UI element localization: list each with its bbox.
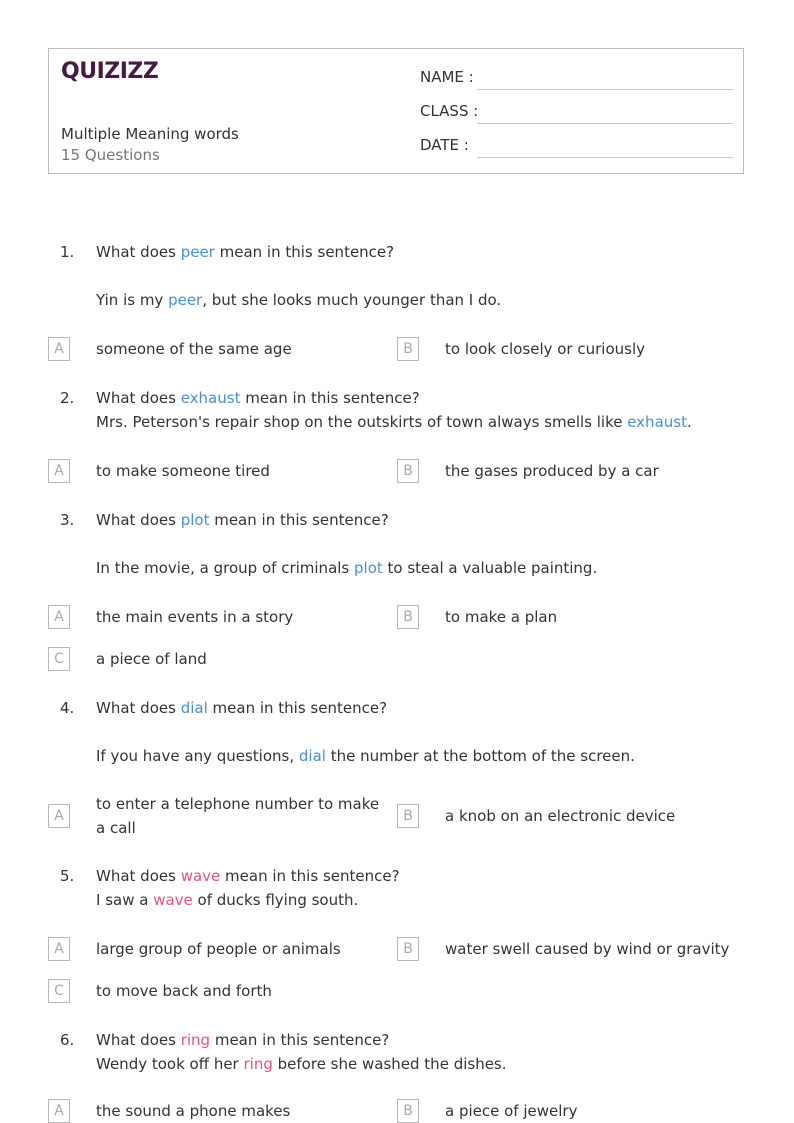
question-number: 3. — [60, 511, 75, 529]
option-letter[interactable]: B — [397, 937, 419, 961]
option-letter[interactable]: B — [397, 1099, 419, 1123]
question-sentence: Wendy took off her ring before she washed the dishes. — [96, 1055, 507, 1073]
question-prompt: What does exhaust mean in this sentence? — [96, 389, 420, 407]
question-prompt: What does wave mean in this sentence? — [96, 867, 400, 885]
option-text[interactable]: large group of people or animals — [96, 940, 341, 958]
question-sentence: If you have any questions, dial the number at the bottom of the screen. — [96, 747, 635, 765]
target-word: exhaust — [627, 413, 687, 431]
target-word: dial — [298, 747, 326, 765]
question-number: 4. — [60, 699, 75, 717]
option-text[interactable]: someone of the same age — [96, 340, 292, 358]
target-word: ring — [180, 1031, 211, 1049]
option-text[interactable]: the sound a phone makes — [96, 1102, 291, 1120]
date-line — [477, 157, 733, 158]
target-word: wave — [153, 891, 193, 909]
date-label: DATE : — [420, 136, 469, 154]
option-letter[interactable]: A — [48, 1099, 70, 1123]
name-line — [477, 89, 733, 90]
target-word: peer — [180, 243, 215, 261]
target-word: plot — [180, 511, 210, 529]
option-letter[interactable]: C — [48, 979, 70, 1003]
option-letter[interactable]: A — [48, 605, 70, 629]
option-text[interactable]: to make someone tired — [96, 462, 270, 480]
question-sentence: Yin is my peer, but she looks much younger than I do. — [96, 291, 502, 309]
option-letter[interactable]: B — [397, 337, 419, 361]
target-word: peer — [168, 291, 203, 309]
option-letter[interactable]: A — [48, 459, 70, 483]
option-text[interactable]: a knob on an electronic device — [445, 807, 676, 825]
option-text[interactable]: the main events in a story — [96, 608, 294, 626]
question-number: 2. — [60, 389, 75, 407]
question-sentence: Mrs. Peterson's repair shop on the outskirts of town always smells like exhaust. — [96, 413, 692, 431]
name-label: NAME : — [420, 68, 474, 86]
question-number: 6. — [60, 1031, 75, 1049]
option-text[interactable]: to make a plan — [445, 608, 558, 626]
target-word: exhaust — [180, 389, 241, 407]
option-text[interactable]: water swell caused by wind or gravity — [445, 940, 730, 958]
class-line — [477, 123, 733, 124]
option-text[interactable]: to move back and forth — [96, 982, 272, 1000]
option-text[interactable]: a piece of jewelry — [445, 1102, 578, 1120]
worksheet-title: Multiple Meaning words — [61, 125, 239, 143]
option-letter[interactable]: B — [397, 804, 419, 828]
question-count: 15 Questions — [61, 146, 160, 164]
quizizz-logo: QUIZIZZ — [61, 59, 159, 84]
option-text[interactable]: to enter a telephone number to make a call — [96, 795, 380, 837]
question-prompt: What does dial mean in this sentence? — [96, 699, 388, 717]
option-letter[interactable]: B — [397, 459, 419, 483]
option-letter[interactable]: B — [397, 605, 419, 629]
option-text[interactable]: a piece of land — [96, 650, 207, 668]
question-sentence: In the movie, a group of criminals plot to steal a valuable painting. — [96, 559, 598, 577]
question-prompt: What does plot mean in this sentence? — [96, 511, 389, 529]
option-text[interactable]: the gases produced by a car — [445, 462, 659, 480]
target-word: wave — [180, 867, 221, 885]
question-prompt: What does peer mean in this sentence? — [96, 243, 395, 261]
option-letter[interactable]: A — [48, 804, 70, 828]
question-number: 5. — [60, 867, 75, 885]
class-label: CLASS : — [420, 102, 479, 120]
question-prompt: What does ring mean in this sentence? — [96, 1031, 390, 1049]
option-letter[interactable]: C — [48, 647, 70, 671]
target-word: plot — [354, 559, 383, 577]
target-word: dial — [180, 699, 208, 717]
option-letter[interactable]: A — [48, 337, 70, 361]
worksheet-header — [48, 48, 744, 174]
question-number: 1. — [60, 243, 75, 261]
target-word: ring — [243, 1055, 273, 1073]
question-sentence: I saw a wave of ducks flying south. — [96, 891, 359, 909]
option-letter[interactable]: A — [48, 937, 70, 961]
option-text[interactable]: to look closely or curiously — [445, 340, 645, 358]
